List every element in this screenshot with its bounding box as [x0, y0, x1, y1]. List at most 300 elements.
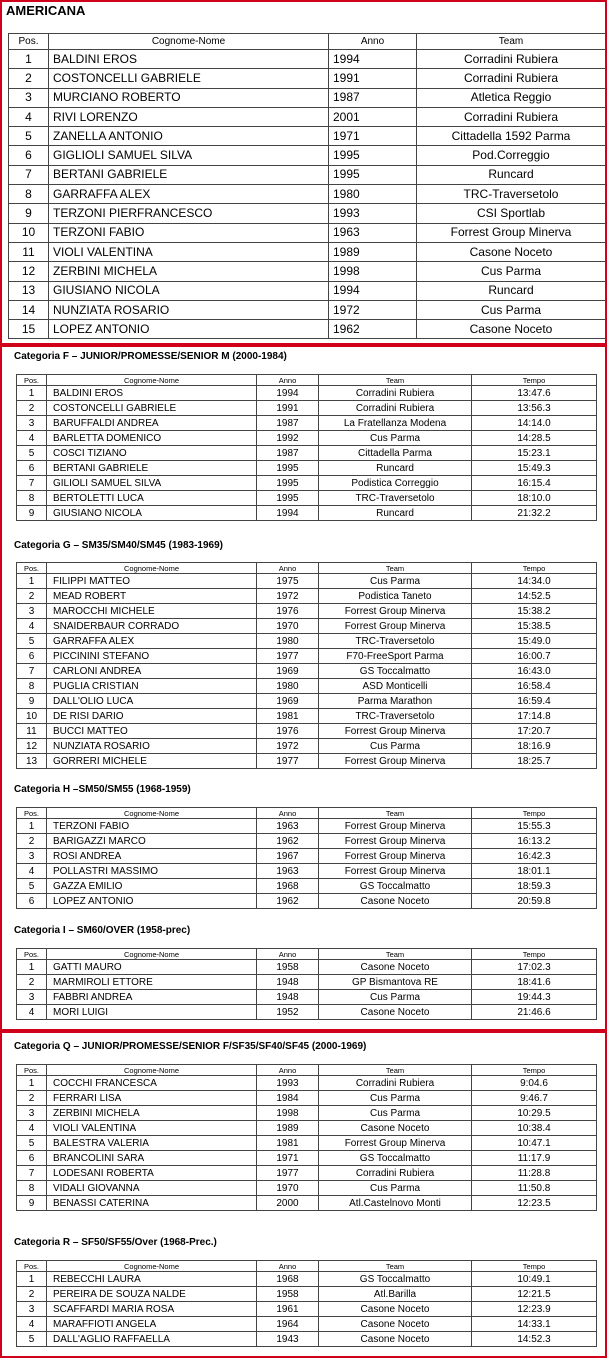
table-cell: 5	[17, 1332, 47, 1347]
table-cell: 1962	[257, 894, 319, 909]
table-cell: Runcard	[417, 281, 606, 300]
table-cell: LODESANI ROBERTA	[47, 1166, 257, 1181]
table-cell: PEREIRA DE SOUZA NALDE	[47, 1287, 257, 1302]
table-cell: 9:04.6	[472, 1076, 597, 1091]
table-cell: COSTONCELLI GABRIELE	[47, 401, 257, 416]
table-cell: Runcard	[319, 461, 472, 476]
table-cell: 11:17.9	[472, 1151, 597, 1166]
table-cell: Podistica Taneto	[319, 589, 472, 604]
table-row	[17, 1196, 597, 1211]
table-cell: Cus Parma	[319, 574, 472, 589]
column-header: Tempo	[472, 1261, 597, 1272]
table-cell: 8	[9, 185, 49, 204]
table-row	[17, 1272, 597, 1287]
table-row	[17, 694, 597, 709]
table-cell: TERZONI PIERFRANCESCO	[49, 204, 329, 223]
table-row	[17, 1166, 597, 1181]
table-row	[17, 709, 597, 724]
table-cell: TERZONI FABIO	[47, 819, 257, 834]
americana-table	[8, 33, 606, 339]
table-cell: TRC-Traversetolo	[319, 634, 472, 649]
table-cell: 9	[17, 694, 47, 709]
table-cell: Runcard	[319, 506, 472, 521]
table-header-row	[17, 1065, 597, 1076]
table-cell: Podistica Correggio	[319, 476, 472, 491]
column-header: Anno	[257, 1065, 319, 1076]
table-cell: VIDALI GIOVANNA	[47, 1181, 257, 1196]
table-cell: 1980	[257, 679, 319, 694]
table-cell: 2	[9, 69, 49, 88]
table-cell: 6	[17, 649, 47, 664]
table-cell: GP Bismantova RE	[319, 975, 472, 990]
table-cell: Runcard	[417, 165, 606, 184]
table-row	[9, 146, 606, 165]
table-cell: Forrest Group Minerva	[319, 1136, 472, 1151]
table-cell: Parma Marathon	[319, 694, 472, 709]
table-cell: 5	[17, 879, 47, 894]
table-cell: 8	[17, 679, 47, 694]
table-cell: 18:16.9	[472, 739, 597, 754]
table-cell: Casone Noceto	[319, 1332, 472, 1347]
table-cell: 3	[17, 849, 47, 864]
column-header: Tempo	[472, 808, 597, 819]
category-g-title: Categoria G – SM35/SM40/SM45 (1983-1969)	[14, 540, 223, 551]
table-cell: RIVI LORENZO	[49, 107, 329, 126]
table-row	[9, 204, 606, 223]
table-cell: 5	[17, 446, 47, 461]
table-row	[17, 619, 597, 634]
table-cell: Cus Parma	[319, 1091, 472, 1106]
table-row	[17, 960, 597, 975]
table-cell: BUCCI MATTEO	[47, 724, 257, 739]
table-cell: Corradini Rubiera	[417, 69, 606, 88]
table-cell: REBECCHI LAURA	[47, 1272, 257, 1287]
table-cell: 13:56.3	[472, 401, 597, 416]
table-cell: 9	[17, 506, 47, 521]
category-f-title: Categoria F – JUNIOR/PROMESSE/SENIOR M (2000-1984)	[14, 351, 287, 362]
table-cell: 1948	[257, 975, 319, 990]
table-cell: 1967	[257, 849, 319, 864]
table-cell: DE RISI DARIO	[47, 709, 257, 724]
table-cell: 1989	[329, 242, 417, 261]
table-cell: 12:21.5	[472, 1287, 597, 1302]
table-cell: 2	[17, 1287, 47, 1302]
table-cell: 21:32.2	[472, 506, 597, 521]
table-row	[17, 1005, 597, 1020]
table-cell: 15:49.0	[472, 634, 597, 649]
table-cell: Forrest Group Minerva	[319, 754, 472, 769]
table-cell: 1970	[257, 619, 319, 634]
table-cell: 1977	[257, 649, 319, 664]
column-header: Pos.	[17, 1261, 47, 1272]
table-cell: 1977	[257, 754, 319, 769]
table-cell: 17:20.7	[472, 724, 597, 739]
table-cell: GARRAFFA ALEX	[47, 634, 257, 649]
table-cell: 1977	[257, 1166, 319, 1181]
table-cell: 15:49.3	[472, 461, 597, 476]
table-cell: GORRERI MICHELE	[47, 754, 257, 769]
table-cell: 16:42.3	[472, 849, 597, 864]
table-cell: Atletica Reggio	[417, 88, 606, 107]
table-row	[17, 604, 597, 619]
table-cell: Cittadella 1592 Parma	[417, 127, 606, 146]
table-cell: Cus Parma	[319, 431, 472, 446]
table-cell: CSI Sportlab	[417, 204, 606, 223]
table-cell: 7	[17, 1166, 47, 1181]
column-header: Pos.	[9, 34, 49, 50]
table-cell: 2	[17, 975, 47, 990]
table-cell: 19:44.3	[472, 990, 597, 1005]
table-cell: 14:33.1	[472, 1317, 597, 1332]
table-cell: 18:25.7	[472, 754, 597, 769]
table-cell: 4	[9, 107, 49, 126]
table-cell: GS Toccalmatto	[319, 1272, 472, 1287]
table-cell: 18:10.0	[472, 491, 597, 506]
table-cell: GS Toccalmatto	[319, 879, 472, 894]
table-row	[17, 975, 597, 990]
table-cell: 18:59.3	[472, 879, 597, 894]
table-cell: 1998	[257, 1106, 319, 1121]
table-row	[9, 223, 606, 242]
table-cell: GIUSIANO NICOLA	[47, 506, 257, 521]
table-cell: 1995	[257, 461, 319, 476]
table-cell: ZANELLA ANTONIO	[49, 127, 329, 146]
table-cell: TRC-Traversetolo	[319, 709, 472, 724]
table-cell: BALDINI EROS	[47, 386, 257, 401]
table-cell: 17:14.8	[472, 709, 597, 724]
americana-title: AMERICANA	[6, 3, 86, 18]
table-row	[9, 300, 606, 319]
table-cell: 14:52.5	[472, 589, 597, 604]
table-row	[17, 864, 597, 879]
table-cell: 1972	[257, 589, 319, 604]
table-cell: 1963	[257, 819, 319, 834]
column-header: Cognome-Nome	[47, 563, 257, 574]
table-cell: FILIPPI MATTEO	[47, 574, 257, 589]
table-cell: CARLONI ANDREA	[47, 664, 257, 679]
table-cell: 1968	[257, 1272, 319, 1287]
table-cell: 1987	[257, 416, 319, 431]
column-header: Anno	[257, 808, 319, 819]
category-f-table	[16, 374, 597, 521]
table-cell: POLLASTRI MASSIMO	[47, 864, 257, 879]
table-cell: 6	[9, 146, 49, 165]
table-cell: Forrest Group Minerva	[417, 223, 606, 242]
table-cell: GATTI MAURO	[47, 960, 257, 975]
table-cell: 1969	[257, 664, 319, 679]
table-row	[17, 589, 597, 604]
table-cell: 5	[17, 634, 47, 649]
table-cell: 10:47.1	[472, 1136, 597, 1151]
table-cell: 1	[17, 1272, 47, 1287]
table-cell: 1	[17, 574, 47, 589]
column-header: Anno	[329, 34, 417, 50]
table-cell: 1972	[329, 300, 417, 319]
table-row	[17, 649, 597, 664]
table-cell: 2	[17, 1091, 47, 1106]
column-header: Cognome-Nome	[47, 1261, 257, 1272]
table-row	[9, 242, 606, 261]
table-cell: 1998	[329, 262, 417, 281]
table-cell: FERRARI LISA	[47, 1091, 257, 1106]
table-cell: F70-FreeSport Parma	[319, 649, 472, 664]
table-cell: 2000	[257, 1196, 319, 1211]
table-cell: 1962	[329, 320, 417, 339]
table-cell: 14:52.3	[472, 1332, 597, 1347]
table-cell: 20:59.8	[472, 894, 597, 909]
table-cell: BARUFFALDI ANDREA	[47, 416, 257, 431]
column-header: Cognome-Nome	[47, 808, 257, 819]
table-cell: Forrest Group Minerva	[319, 724, 472, 739]
table-cell: PUGLIA CRISTIAN	[47, 679, 257, 694]
table-header-row	[17, 808, 597, 819]
table-cell: 1948	[257, 990, 319, 1005]
table-cell: 4	[17, 1005, 47, 1020]
column-header: Anno	[257, 375, 319, 386]
table-cell: 1976	[257, 604, 319, 619]
table-cell: 4	[17, 864, 47, 879]
table-cell: ROSI ANDREA	[47, 849, 257, 864]
table-cell: 1968	[257, 879, 319, 894]
table-cell: 12:23.9	[472, 1302, 597, 1317]
table-cell: 1969	[257, 694, 319, 709]
table-cell: Corradini Rubiera	[319, 1166, 472, 1181]
table-cell: Pod.Correggio	[417, 146, 606, 165]
table-cell: 1995	[257, 491, 319, 506]
table-cell: Casone Noceto	[319, 894, 472, 909]
table-cell: GARRAFFA ALEX	[49, 185, 329, 204]
table-cell: ZERBINI MICHELA	[49, 262, 329, 281]
table-cell: MAROCCHI MICHELE	[47, 604, 257, 619]
category-i-title: Categoria I – SM60/OVER (1958-prec)	[14, 925, 191, 936]
table-cell: 1995	[329, 146, 417, 165]
table-cell: BRANCOLINI SARA	[47, 1151, 257, 1166]
table-cell: Corradini Rubiera	[417, 107, 606, 126]
table-cell: 11:28.8	[472, 1166, 597, 1181]
table-cell: 4	[17, 431, 47, 446]
table-cell: 15	[9, 320, 49, 339]
table-cell: 1980	[329, 185, 417, 204]
table-cell: Cus Parma	[319, 1181, 472, 1196]
table-row	[9, 127, 606, 146]
table-row	[17, 491, 597, 506]
table-row	[17, 894, 597, 909]
table-row	[17, 446, 597, 461]
table-cell: 1971	[329, 127, 417, 146]
table-row	[17, 1106, 597, 1121]
table-cell: Casone Noceto	[319, 1302, 472, 1317]
table-cell: 11	[9, 242, 49, 261]
table-cell: 3	[9, 88, 49, 107]
table-row	[17, 1181, 597, 1196]
table-cell: Cus Parma	[319, 1106, 472, 1121]
table-cell: 10:49.1	[472, 1272, 597, 1287]
table-row	[9, 165, 606, 184]
table-cell: 16:15.4	[472, 476, 597, 491]
americana-section	[0, 0, 607, 345]
table-cell: FABBRI ANDREA	[47, 990, 257, 1005]
table-cell: 17:02.3	[472, 960, 597, 975]
table-cell: 1962	[257, 834, 319, 849]
table-row	[17, 819, 597, 834]
table-cell: 6	[17, 894, 47, 909]
table-row	[17, 506, 597, 521]
table-cell: Casone Noceto	[319, 1005, 472, 1020]
table-cell: 18:41.6	[472, 975, 597, 990]
table-cell: 10	[9, 223, 49, 242]
table-cell: MORI LUIGI	[47, 1005, 257, 1020]
table-cell: 12	[9, 262, 49, 281]
table-row	[17, 1317, 597, 1332]
table-cell: Atl.Barilla	[319, 1287, 472, 1302]
column-header: Tempo	[472, 375, 597, 386]
table-cell: 10:29.5	[472, 1106, 597, 1121]
table-cell: La Fratellanza Modena	[319, 416, 472, 431]
table-cell: 6	[17, 1151, 47, 1166]
table-cell: ZERBINI MICHELA	[47, 1106, 257, 1121]
table-header-row	[17, 1261, 597, 1272]
table-cell: 7	[9, 165, 49, 184]
table-cell: 12:23.5	[472, 1196, 597, 1211]
table-cell: 16:59.4	[472, 694, 597, 709]
column-header: Cognome-Nome	[49, 34, 329, 50]
table-cell: GIGLIOLI SAMUEL SILVA	[49, 146, 329, 165]
table-cell: DALL'AGLIO RAFFAELLA	[47, 1332, 257, 1347]
table-row	[9, 88, 606, 107]
table-cell: 1963	[329, 223, 417, 242]
table-cell: 1994	[257, 506, 319, 521]
table-cell: 1995	[329, 165, 417, 184]
table-cell: 1995	[257, 476, 319, 491]
table-cell: SNAIDERBAUR CORRADO	[47, 619, 257, 634]
table-row	[17, 476, 597, 491]
table-row	[17, 1151, 597, 1166]
column-header: Team	[319, 375, 472, 386]
table-cell: GS Toccalmatto	[319, 1151, 472, 1166]
table-cell: Corradini Rubiera	[417, 50, 606, 69]
table-cell: 9:46.7	[472, 1091, 597, 1106]
table-cell: 13	[9, 281, 49, 300]
table-cell: 15:38.5	[472, 619, 597, 634]
table-cell: Cittadella Parma	[319, 446, 472, 461]
table-row	[17, 739, 597, 754]
table-cell: MEAD ROBERT	[47, 589, 257, 604]
table-cell: VIOLI VALENTINA	[47, 1121, 257, 1136]
table-cell: Casone Noceto	[417, 242, 606, 261]
table-cell: 16:00.7	[472, 649, 597, 664]
column-header: Team	[319, 949, 472, 960]
table-row	[17, 634, 597, 649]
table-row	[17, 834, 597, 849]
table-cell: 10:38.4	[472, 1121, 597, 1136]
table-cell: 1	[17, 960, 47, 975]
column-header: Team	[319, 808, 472, 819]
table-cell: 21:46.6	[472, 1005, 597, 1020]
column-header: Cognome-Nome	[47, 949, 257, 960]
table-cell: COSTONCELLI GABRIELE	[49, 69, 329, 88]
column-header: Team	[319, 1261, 472, 1272]
column-header: Team	[417, 34, 606, 50]
table-cell: 18:01.1	[472, 864, 597, 879]
table-row	[17, 754, 597, 769]
table-cell: 1	[17, 1076, 47, 1091]
table-cell: 13	[17, 754, 47, 769]
table-cell: 1994	[329, 50, 417, 69]
column-header: Anno	[257, 949, 319, 960]
table-cell: 9	[17, 1196, 47, 1211]
table-cell: 15:38.2	[472, 604, 597, 619]
table-cell: 16:13.2	[472, 834, 597, 849]
table-cell: Casone Noceto	[417, 320, 606, 339]
category-r-table	[16, 1260, 597, 1347]
table-cell: 12	[17, 739, 47, 754]
table-cell: 1991	[329, 69, 417, 88]
table-cell: 3	[17, 1302, 47, 1317]
category-g-table	[16, 562, 597, 769]
table-row	[9, 69, 606, 88]
table-cell: 3	[17, 1106, 47, 1121]
table-cell: 1992	[257, 431, 319, 446]
table-cell: Forrest Group Minerva	[319, 864, 472, 879]
table-row	[9, 320, 606, 339]
women-categories-section	[0, 1031, 607, 1358]
column-header: Tempo	[472, 949, 597, 960]
table-cell: 1987	[257, 446, 319, 461]
column-header: Cognome-Nome	[47, 1065, 257, 1076]
table-cell: Forrest Group Minerva	[319, 604, 472, 619]
table-cell: 4	[17, 619, 47, 634]
table-cell: 15:23.1	[472, 446, 597, 461]
table-cell: 1994	[329, 281, 417, 300]
table-cell: 6	[17, 461, 47, 476]
table-cell: 1987	[329, 88, 417, 107]
table-cell: LOPEZ ANTONIO	[49, 320, 329, 339]
table-cell: Cus Parma	[319, 990, 472, 1005]
table-cell: 1	[9, 50, 49, 69]
table-cell: Corradini Rubiera	[319, 1076, 472, 1091]
table-row	[17, 990, 597, 1005]
table-cell: 1972	[257, 739, 319, 754]
table-cell: 3	[17, 604, 47, 619]
table-cell: 1958	[257, 960, 319, 975]
table-cell: COSCI TIZIANO	[47, 446, 257, 461]
table-cell: Casone Noceto	[319, 960, 472, 975]
table-cell: 8	[17, 1181, 47, 1196]
table-cell: Forrest Group Minerva	[319, 619, 472, 634]
table-cell: Forrest Group Minerva	[319, 849, 472, 864]
table-cell: ASD Monticelli	[319, 679, 472, 694]
table-cell: BARIGAZZI MARCO	[47, 834, 257, 849]
table-cell: TRC-Traversetolo	[417, 185, 606, 204]
table-cell: GIUSIANO NICOLA	[49, 281, 329, 300]
category-q-table	[16, 1064, 597, 1211]
table-cell: PICCININI STEFANO	[47, 649, 257, 664]
table-cell: 1958	[257, 1287, 319, 1302]
column-header: Anno	[257, 563, 319, 574]
column-header: Anno	[257, 1261, 319, 1272]
table-row	[17, 401, 597, 416]
table-cell: 1961	[257, 1302, 319, 1317]
category-q-title: Categoria Q – JUNIOR/PROMESSE/SENIOR F/SF35/SF40/SF45 (2000-1969)	[14, 1041, 367, 1052]
column-header: Pos.	[17, 375, 47, 386]
table-cell: Corradini Rubiera	[319, 386, 472, 401]
column-header: Pos.	[17, 949, 47, 960]
table-cell: COCCHI FRANCESCA	[47, 1076, 257, 1091]
column-header: Tempo	[472, 563, 597, 574]
table-cell: BENASSI CATERINA	[47, 1196, 257, 1211]
table-cell: BERTANI GABRIELE	[49, 165, 329, 184]
table-row	[17, 724, 597, 739]
